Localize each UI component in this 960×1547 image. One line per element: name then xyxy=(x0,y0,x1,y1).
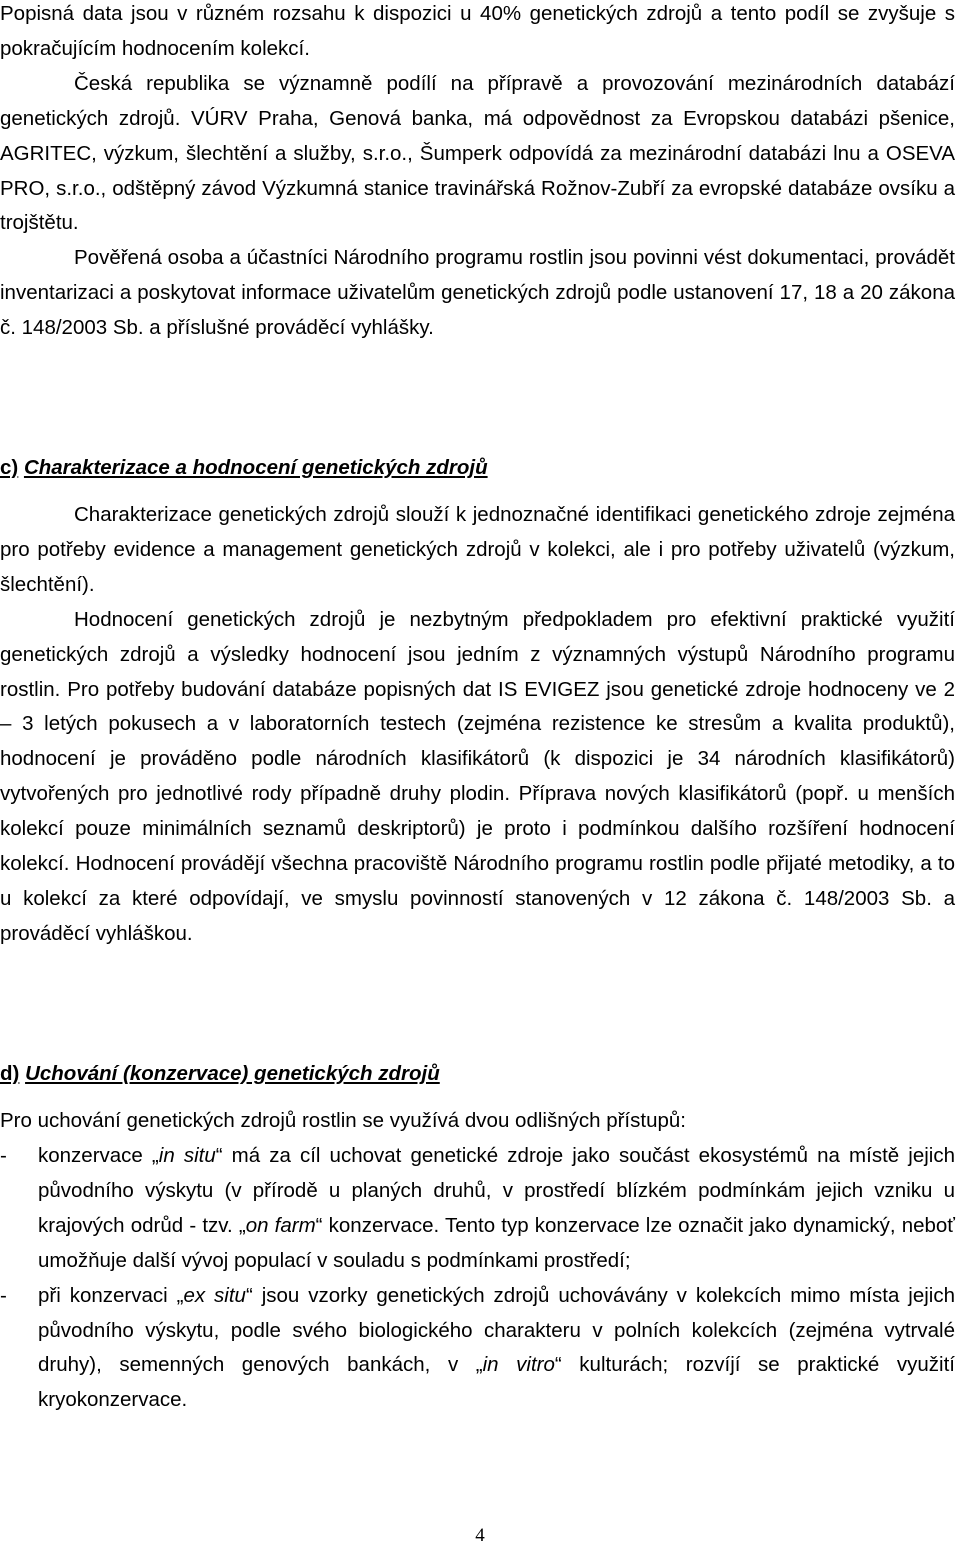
intro-text-block xyxy=(0,0,955,346)
term-in-vitro: in vitro xyxy=(482,1353,555,1377)
section-d-intro xyxy=(0,1104,955,1139)
item-text-after: “ konzervace. Tento typ konzervace lze označit jako dynamický, neboť umožňuje další vývoj populací v souladu s podmínkami prostředí; xyxy=(38,1213,955,1272)
list-dash: - xyxy=(0,1144,7,1167)
paragraph-czech-databases: Česká republika se významně podílí na přípravě a provozování mezinárodních databází genetických zdrojů. VÚRV Praha, Genová banka, má odpovědnost za Evropskou databázi pšenice, AGRITEC, výzkum, šlechtění a služby, s.r.o., Šumperk odpovídá za mezinárodní databázi lnu a OSEVA PRO, s.r.o., odštěpný závod Výzkumná stanice travinářská Rožnov-Zubří za evropské databáze ovsíku a trojštětu. xyxy=(0,71,955,235)
paragraph-evaluation: Hodnocení genetických zdrojů je nezbytným předpokladem pro efektivní praktické využití genetických zdrojů a výsledky hodnocení jsou jedním z významných výstupů Národního programu rostlin. Pro potřeby budování databáze popisných dat IS EVIGEZ jsou genetické zdroje hodnoceny ve 2 – 3 letých pokusech a v laboratorních testech (zejména rezistence ke stresům a kvalita produktů), hodnocení je prováděno podle národních klasifikátorů (k dispozici je 34 národních klasifikátorů) vytvořených pro jednotlivé rody případně druhy plodin. Příprava nových klasifikátorů (popř. u menších kolekcí pouze minimálních seznamů deskriptorů) je proto i podmínkou dalšího rozšíření hodnocení kolekcí. Hodnocení provádějí všechna pracoviště Národního programu rostlin podle přijaté metodiky, a to u kolekcí za které odpovídají, ve smyslu povinností stanovených v 12 zákona č. 148/2003 Sb. a prováděcí vyhláškou. xyxy=(0,607,955,945)
section-c-letter: c) xyxy=(0,456,19,479)
term-ex-situ: ex situ xyxy=(183,1283,246,1307)
paragraph-characterization: Charakterizace genetických zdrojů slouží k jednoznačné identifikaci genetického zdroje zejména pro potřeby evidence a management genetických zdrojů v kolekci, ale i pro potřeby uživatelů (výzkum, šlechtění). xyxy=(0,503,955,596)
section-d-title: Uchování (konzervace) genetických zdrojů xyxy=(25,1062,440,1085)
term-on-farm: on farm xyxy=(245,1213,316,1237)
item-text-middle: “ jsou vzorky genetických zdrojů uchovávány v kolekcích mimo místa jejich původního výskytu, podle svého biologického charakteru v polních kolekcích (zejména vytrvalé druhy), semenných genových bankách, v „ xyxy=(38,1283,955,1377)
section-d-letter: d) xyxy=(0,1062,20,1085)
item-text-before: konzervace „ xyxy=(38,1144,159,1167)
item-text-after: “ kulturách; rozvíjí se praktické využití kryokonzervace. xyxy=(38,1353,955,1412)
section-d-heading xyxy=(0,1057,440,1092)
paragraph-conservation-intro: Pro uchování genetických zdrojů rostlin se využívá dvou odlišných přístupů: xyxy=(0,1109,686,1132)
paragraph-authorized-person: Pověřená osoba a účastníci Národního programu rostlin jsou povinni vést dokumentaci, provádět inventarizaci a poskytovat informace uživatelům genetických zdrojů podle ustanovení 17, 18 a 20 zákona č. 148/2003 Sb. a příslušné prováděcí vyhlášky. xyxy=(0,246,955,340)
list-item-in-situ xyxy=(0,1139,955,1279)
list-dash: - xyxy=(0,1283,7,1307)
section-c-title: Charakterizace a hodnocení genetických zdrojů xyxy=(23,456,488,479)
paragraph-descriptive-data: Popisná data jsou v různém rozsahu k dispozici u 40% genetických zdrojů a tento podíl se zvyšuje s pokračujícím hodnocením kolekcí. xyxy=(0,2,955,60)
list-item-ex-situ xyxy=(0,1279,955,1419)
section-c-heading xyxy=(0,451,488,486)
item-text-before: při konzervaci „ xyxy=(38,1283,184,1307)
term-in-situ: in situ xyxy=(158,1144,216,1167)
item-text-middle: “ má za cíl uchovat genetické zdroje jako součást ekosystémů na místě jejich původního výskytu (v přírodě u planých druhů, v prostředí blízkém podmínkám jejich vzniku u krajových odrůd - tzv. „ xyxy=(38,1144,955,1237)
section-c-body xyxy=(0,498,955,952)
page-number: 4 xyxy=(475,1525,485,1546)
conservation-list xyxy=(0,1139,955,1418)
